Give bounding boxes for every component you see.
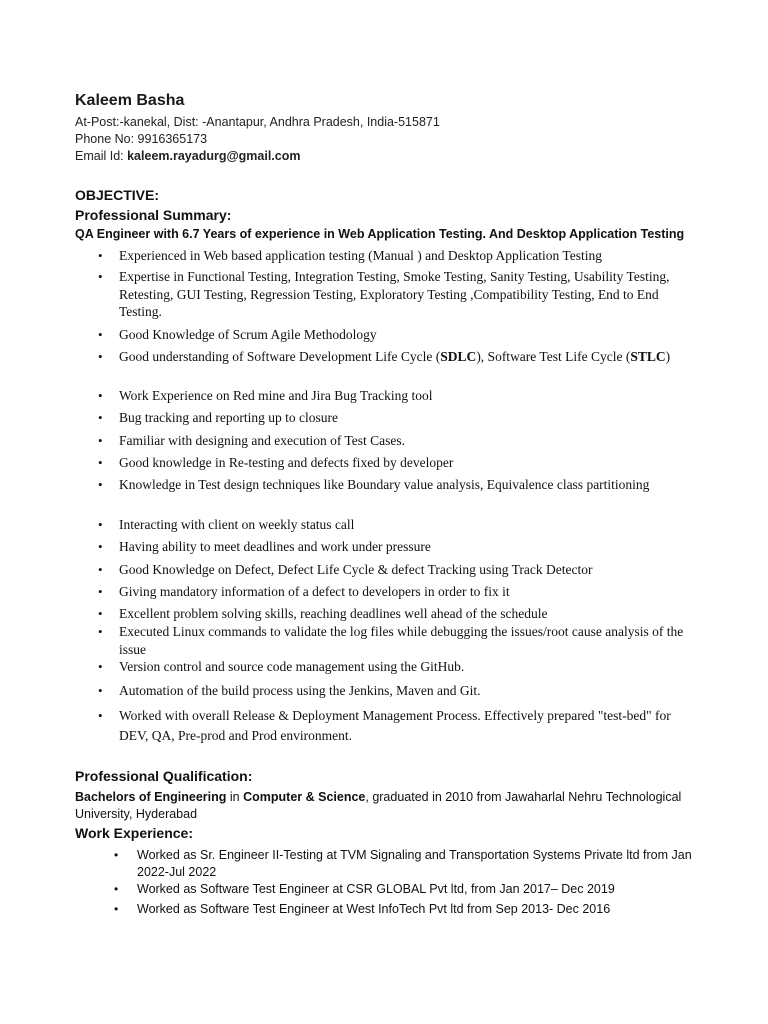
phone-number: 9916365173	[137, 132, 208, 146]
list-item: • Good Knowledge of Scrum Agile Methodology	[98, 327, 377, 342]
list-item: • Bug tracking and reporting up to closure	[98, 410, 338, 425]
candidate-name: Kaleem Basha	[75, 92, 185, 109]
list-item: • Worked as Sr. Engineer II-Testing at TVM Signaling and Transportation Systems Private ltd from Jan 2022-Jul 2022	[114, 848, 692, 879]
bullet-icon: •	[98, 683, 103, 698]
bullet-icon: •	[98, 455, 103, 470]
list-item: • Worked with overall Release & Deployment Management Process. Effectively prepared "test-bed" for DEV, QA, Pre-prod and Prod environment.	[98, 708, 671, 743]
qualification-heading: Professional Qualification:	[75, 768, 253, 784]
bullet-icon: •	[98, 606, 103, 621]
email-address: kaleem.rayadurg@gmail.com	[127, 149, 301, 163]
qualification-text: Bachelors of Engineering in Computer & Science, graduated in 2010 from Jawaharlal Nehru Technological University, Hyderabad	[75, 790, 682, 821]
bullet-icon: •	[98, 388, 103, 403]
list-item: • Automation of the build process using the Jenkins, Maven and Git.	[98, 683, 481, 698]
bullet-icon: •	[98, 327, 103, 342]
phone-line	[75, 132, 207, 146]
email-label: Email Id:	[75, 149, 128, 163]
list-item: • Knowledge in Test design techniques like Boundary value analysis, Equivalence class partitioning	[98, 477, 650, 492]
bullet-icon: •	[114, 902, 119, 916]
bullet-icon: •	[98, 477, 103, 492]
list-item: • Worked as Software Test Engineer at West InfoTech Pvt ltd from Sep 2013- Dec 2016	[114, 902, 611, 916]
bullet-icon: •	[98, 708, 103, 723]
bullet-icon: •	[114, 848, 119, 862]
list-item: • Good understanding of Software Development Life Cycle (SDLC), Software Test Life Cycle (STLC)	[98, 349, 671, 364]
bullet-icon: •	[98, 624, 103, 639]
bullet-icon: •	[98, 517, 103, 532]
list-item: • Giving mandatory information of a defect to developers in order to fix it	[98, 584, 510, 599]
bullet-icon: •	[98, 248, 103, 263]
bullet-icon: •	[98, 584, 103, 599]
list-item: • Experienced in Web based application testing (Manual ) and Desktop Application Testing	[98, 248, 602, 263]
list-item: • Interacting with client on weekly status call	[98, 517, 355, 532]
objective-heading: OBJECTIVE:	[75, 187, 160, 203]
bullet-icon: •	[98, 539, 103, 554]
list-item: • Familiar with designing and execution of Test Cases.	[98, 433, 406, 448]
summary-intro: QA Engineer with 6.7 Years of experience in Web Application Testing. And Desktop Application Testing	[75, 227, 685, 241]
address-line: At-Post:-kanekal, Dist: -Anantapur, Andhra Pradesh, India-515871	[75, 115, 440, 129]
bullet-icon: •	[98, 349, 103, 364]
bullet-icon: •	[98, 269, 103, 284]
list-item: • Good Knowledge on Defect, Defect Life Cycle & defect Tracking using Track Detector	[98, 562, 593, 577]
list-item: • Expertise in Functional Testing, Integration Testing, Smoke Testing, Sanity Testing, Usability Testing, Retesting, GUI Testing, Regression Testing, Exploratory Testing ,Compatibility Testing, End to End Testing.	[98, 269, 670, 319]
list-item: • Worked as Software Test Engineer at CSR GLOBAL Pvt ltd, from Jan 2017– Dec 2019	[114, 882, 615, 896]
list-item: • Having ability to meet deadlines and work under pressure	[98, 539, 431, 554]
list-item: • Good knowledge in Re-testing and defects fixed by developer	[98, 455, 454, 470]
list-item: • Excellent problem solving skills, reaching deadlines well ahead of the schedule	[98, 606, 548, 621]
bullet-icon: •	[98, 433, 103, 448]
bullet-icon: •	[98, 562, 103, 577]
email-line	[75, 149, 300, 163]
phone-label: Phone No:	[75, 132, 138, 146]
summary-heading: Professional Summary:	[75, 207, 232, 223]
bullet-icon: •	[98, 659, 103, 674]
list-item: • Work Experience on Red mine and Jira Bug Tracking tool	[98, 388, 433, 403]
bullet-icon: •	[98, 410, 103, 425]
bullet-icon: •	[114, 882, 119, 896]
list-item: • Version control and source code management using the GitHub.	[98, 659, 465, 674]
work-experience-heading: Work Experience:	[75, 825, 194, 841]
list-item: • Executed Linux commands to validate the log files while debugging the issues/root cause analysis of the issue	[98, 624, 684, 657]
